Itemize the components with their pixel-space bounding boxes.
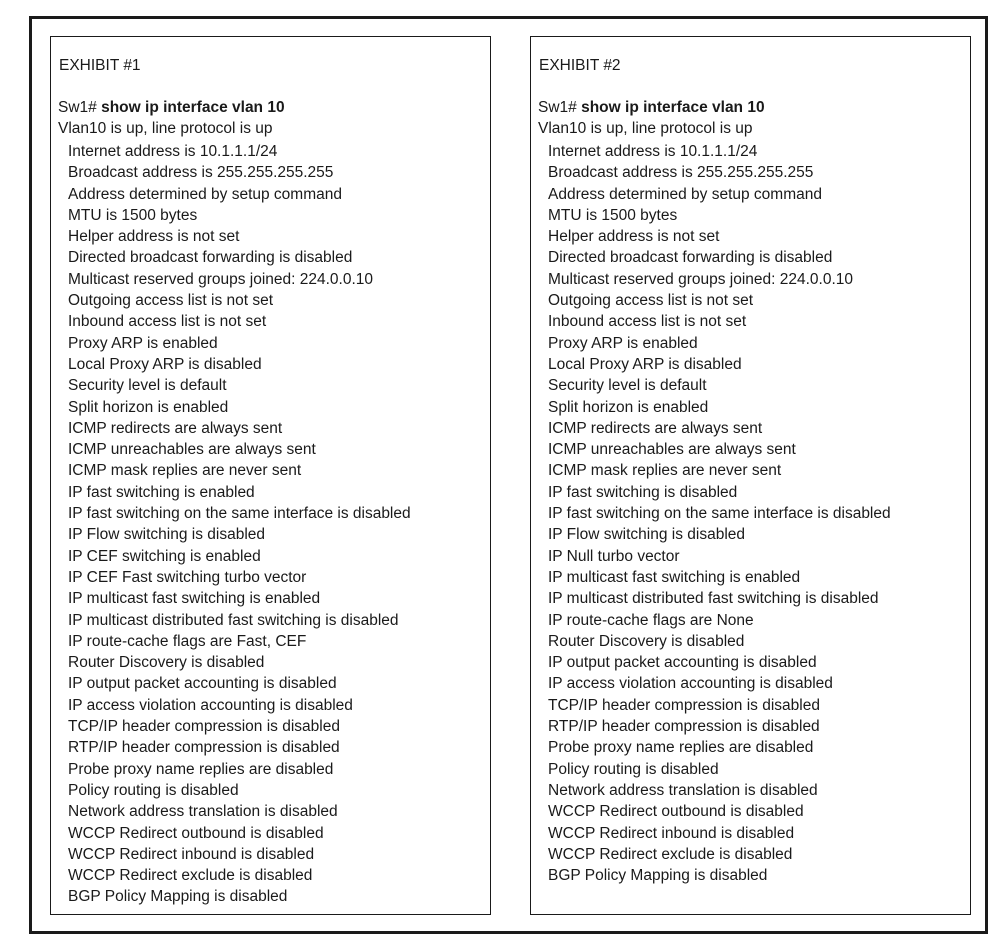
exhibit-2-output-line: MTU is 1500 bytes: [548, 206, 678, 224]
exhibit-1-output-line: Router Discovery is disabled: [68, 654, 265, 672]
exhibit-2-output-line: Directed broadcast forwarding is disabled: [548, 249, 833, 267]
exhibit-2-output-line: IP fast switching is disabled: [548, 483, 738, 501]
exhibit-1-output-line: IP route-cache flags are Fast, CEF: [68, 632, 307, 650]
exhibit-1-output-line: Probe proxy name replies are disabled: [68, 760, 334, 778]
exhibit-1-output-line: Proxy ARP is enabled: [68, 334, 218, 352]
exhibit-1-output-line: Policy routing is disabled: [68, 781, 239, 799]
exhibit-2-output-line: Probe proxy name replies are disabled: [548, 739, 814, 757]
exhibit-1-output: [68, 141, 411, 908]
exhibit-1-output-line: Split horizon is enabled: [68, 398, 229, 416]
exhibit-2-status: Vlan10 is up, line protocol is up: [538, 120, 753, 137]
exhibit-1-output-line: Broadcast address is 255.255.255.255: [68, 164, 334, 182]
exhibit-2-command: show ip interface vlan 10: [581, 99, 765, 116]
exhibit-1-output-line: WCCP Redirect outbound is disabled: [68, 824, 324, 842]
exhibit-1-output-line: TCP/IP header compression is disabled: [68, 718, 340, 736]
exhibit-2-output-line: IP Flow switching is disabled: [548, 526, 745, 544]
exhibit-2-output-line: Proxy ARP is enabled: [548, 334, 698, 352]
exhibit-2-output-line: WCCP Redirect exclude is disabled: [548, 845, 793, 863]
exhibit-1-output-line: Directed broadcast forwarding is disabled: [68, 249, 353, 267]
exhibit-1-output-line: IP access violation accounting is disabled: [68, 696, 353, 714]
exhibit-2-output-line: Split horizon is enabled: [548, 398, 709, 416]
exhibit-1-output-line: Security level is default: [68, 377, 227, 395]
exhibit-1-command: show ip interface vlan 10: [101, 99, 285, 116]
exhibit-2-output-line: IP access violation accounting is disabled: [548, 675, 833, 693]
exhibit-2-output-line: RTP/IP header compression is disabled: [548, 718, 820, 736]
exhibit-1-output-line: Inbound access list is not set: [68, 313, 267, 331]
exhibit-2-output-line: WCCP Redirect inbound is disabled: [548, 824, 795, 842]
exhibit-1-output-line: IP multicast distributed fast switching is disabled: [68, 611, 399, 629]
exhibit-2-output-line: ICMP mask replies are never sent: [548, 462, 782, 480]
exhibit-1-output-line: BGP Policy Mapping is disabled: [68, 888, 288, 906]
exhibit-1-output-line: IP CEF Fast switching turbo vector: [68, 568, 307, 586]
exhibit-1-output-line: MTU is 1500 bytes: [68, 206, 198, 224]
exhibit-2-output-line: Router Discovery is disabled: [548, 632, 745, 650]
exhibit-1-output-line: Internet address is 10.1.1.1/24: [68, 143, 278, 160]
exhibit-2-output-line: Network address translation is disabled: [548, 781, 818, 799]
exhibit-1-output-line: Helper address is not set: [68, 228, 240, 246]
exhibit-2-output-line: IP multicast distributed fast switching is disabled: [548, 590, 879, 608]
exhibit-2-prompt: Sw1#: [538, 99, 577, 116]
exhibit-2-command-line: [538, 99, 765, 117]
exhibit-2-output-line: Local Proxy ARP is disabled: [548, 355, 742, 373]
exhibit-1-output-line: Address determined by setup command: [68, 185, 342, 203]
exhibit-2-output-line: Broadcast address is 255.255.255.255: [548, 164, 814, 182]
exhibit-1-output-line: Local Proxy ARP is disabled: [68, 355, 262, 373]
exhibit-2-output-line: Policy routing is disabled: [548, 760, 719, 778]
exhibit-2-output-line: Outgoing access list is not set: [548, 292, 754, 310]
exhibit-2-output-line: Inbound access list is not set: [548, 313, 747, 331]
exhibit-1-output-line: IP CEF switching is enabled: [68, 547, 261, 565]
exhibit-1-prompt: Sw1#: [58, 99, 97, 116]
exhibit-2-title: EXHIBIT #2: [539, 57, 621, 74]
exhibit-2-output-line: IP Null turbo vector: [548, 547, 680, 565]
exhibit-1-output-line: Network address translation is disabled: [68, 803, 338, 821]
exhibit-1-output-line: ICMP redirects are always sent: [68, 419, 283, 437]
exhibit-2-output-line: Security level is default: [548, 377, 707, 395]
exhibit-2-panel: [530, 36, 971, 915]
exhibit-1-output-line: WCCP Redirect exclude is disabled: [68, 867, 313, 885]
exhibit-2-output-line: Internet address is 10.1.1.1/24: [548, 143, 758, 160]
exhibit-2-output-line: Multicast reserved groups joined: 224.0.0.10: [548, 270, 854, 288]
exhibit-2-output-line: IP fast switching on the same interface is disabled: [548, 505, 891, 523]
exhibit-2-output-line: IP output packet accounting is disabled: [548, 654, 817, 672]
exhibit-1-output-line: ICMP mask replies are never sent: [68, 462, 302, 480]
exhibit-2-output-line: WCCP Redirect outbound is disabled: [548, 803, 804, 821]
exhibit-1-output-line: IP fast switching is enabled: [68, 483, 255, 501]
exhibit-1-output-line: RTP/IP header compression is disabled: [68, 739, 340, 757]
exhibit-2-output-line: ICMP unreachables are always sent: [548, 441, 796, 459]
exhibit-1-command-line: [58, 99, 285, 117]
exhibit-1-output-line: ICMP unreachables are always sent: [68, 441, 316, 459]
exhibit-1-title: EXHIBIT #1: [59, 57, 141, 74]
exhibit-1-output-line: Outgoing access list is not set: [68, 292, 274, 310]
exhibit-2-output-line: ICMP redirects are always sent: [548, 419, 763, 437]
exhibit-1-output-line: IP multicast fast switching is enabled: [68, 590, 321, 608]
exhibit-1-status: Vlan10 is up, line protocol is up: [58, 120, 273, 137]
exhibit-2-output-line: IP multicast fast switching is enabled: [548, 568, 801, 586]
exhibit-2-output-line: IP route-cache flags are None: [548, 611, 754, 629]
exhibit-1-output-line: WCCP Redirect inbound is disabled: [68, 845, 315, 863]
exhibit-1-output-line: Multicast reserved groups joined: 224.0.0.10: [68, 270, 374, 288]
exhibit-1-output-line: IP output packet accounting is disabled: [68, 675, 337, 693]
exhibit-1-output-line: IP fast switching on the same interface is disabled: [68, 505, 411, 523]
exhibit-2-output: [548, 141, 891, 886]
exhibit-2-output-line: Helper address is not set: [548, 228, 720, 246]
exhibit-2-output-line: TCP/IP header compression is disabled: [548, 696, 820, 714]
exhibit-1-output-line: IP Flow switching is disabled: [68, 526, 265, 544]
exhibit-2-output-line: BGP Policy Mapping is disabled: [548, 867, 768, 885]
exhibit-2-output-line: Address determined by setup command: [548, 185, 822, 203]
exhibit-1-panel: [50, 36, 491, 915]
